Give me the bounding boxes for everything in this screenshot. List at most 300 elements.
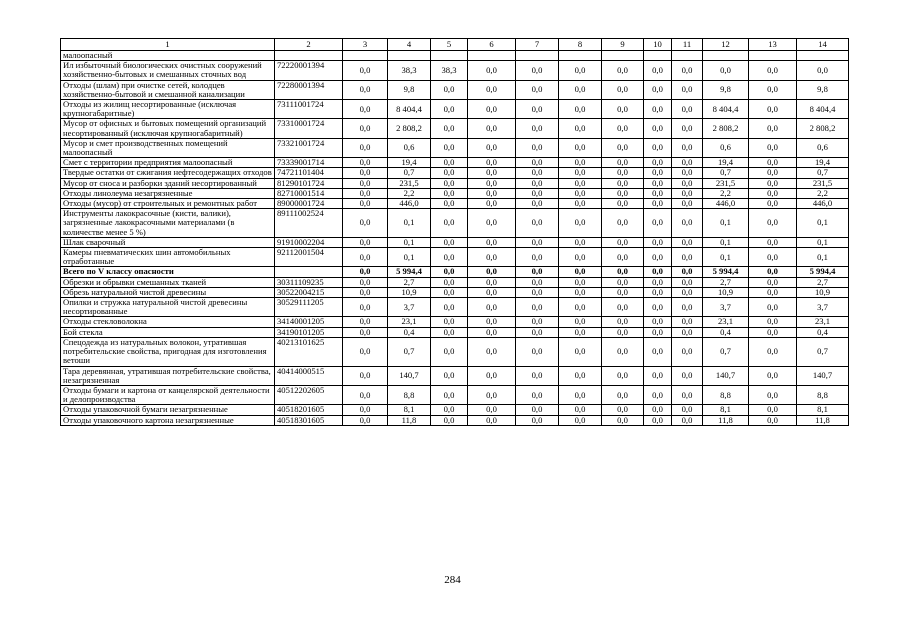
- value-cell: 0,0: [749, 237, 797, 247]
- value-cell: 2 808,2: [388, 119, 431, 138]
- value-cell: 231,5: [797, 178, 849, 188]
- value-cell: 0,0: [644, 317, 672, 327]
- value-cell: 0,0: [559, 188, 602, 198]
- value-cell: 0,0: [644, 158, 672, 168]
- value-cell: 0,0: [343, 61, 388, 80]
- value-cell: 0,1: [388, 209, 431, 238]
- waste-name-cell: Опилки и стружка натуральной чистой древесины несортированные: [61, 298, 275, 317]
- value-cell: 231,5: [388, 178, 431, 188]
- value-cell: 11,8: [388, 415, 431, 425]
- value-cell: 0,0: [343, 267, 388, 277]
- value-cell: 0,0: [559, 119, 602, 138]
- value-cell: 0,0: [797, 61, 849, 80]
- value-cell: 0,0: [749, 287, 797, 297]
- value-cell: 8,8: [703, 385, 749, 404]
- value-cell: 0,0: [559, 199, 602, 209]
- value-cell: 0,0: [749, 248, 797, 267]
- value-cell: 0,0: [516, 188, 559, 198]
- value-cell: 0,0: [431, 80, 468, 99]
- value-cell: 0,0: [516, 366, 559, 385]
- value-cell: 0,0: [559, 267, 602, 277]
- value-cell: 0,0: [343, 405, 388, 415]
- value-cell: 0,0: [672, 100, 703, 119]
- value-cell: 0,0: [343, 199, 388, 209]
- value-cell: 0,0: [602, 237, 644, 247]
- value-cell: 0,0: [672, 199, 703, 209]
- column-header: 9: [602, 39, 644, 51]
- value-cell: 0,0: [559, 337, 602, 366]
- value-cell: 38,3: [388, 61, 431, 80]
- value-cell: 0,0: [431, 267, 468, 277]
- value-cell: 8,1: [388, 405, 431, 415]
- value-cell: 0,7: [797, 168, 849, 178]
- value-cell: 446,0: [797, 199, 849, 209]
- value-cell: 0,0: [644, 80, 672, 99]
- value-cell: 19,4: [388, 158, 431, 168]
- value-cell: 2 808,2: [797, 119, 849, 138]
- value-cell: 0,0: [602, 248, 644, 267]
- fkko-code-cell: [275, 51, 343, 61]
- value-cell: 0,0: [602, 61, 644, 80]
- value-cell: 0,0: [343, 337, 388, 366]
- value-cell: 0,0: [431, 168, 468, 178]
- value-cell: [388, 51, 431, 61]
- table-row: [61, 51, 849, 61]
- table-row: [61, 199, 849, 209]
- value-cell: 0,0: [468, 188, 516, 198]
- waste-name-cell: Шлак сварочный: [61, 237, 275, 247]
- value-cell: 0,0: [602, 317, 644, 327]
- value-cell: 0,0: [559, 405, 602, 415]
- value-cell: 0,0: [516, 277, 559, 287]
- fkko-code-cell: 30522004215: [275, 287, 343, 297]
- value-cell: 0,0: [343, 80, 388, 99]
- value-cell: 0,0: [559, 277, 602, 287]
- value-cell: 0,0: [516, 237, 559, 247]
- value-cell: 0,0: [516, 209, 559, 238]
- value-cell: 3,7: [388, 298, 431, 317]
- value-cell: 0,0: [431, 298, 468, 317]
- value-cell: 0,0: [644, 209, 672, 238]
- waste-name-cell: малоопасный: [61, 51, 275, 61]
- value-cell: 0,0: [468, 337, 516, 366]
- value-cell: 0,0: [468, 178, 516, 188]
- value-cell: 11,8: [703, 415, 749, 425]
- fkko-code-cell: 89111002524: [275, 209, 343, 238]
- value-cell: 0,0: [749, 138, 797, 157]
- value-cell: 0,0: [431, 287, 468, 297]
- value-cell: [343, 51, 388, 61]
- value-cell: 0,0: [468, 277, 516, 287]
- value-cell: 0,0: [343, 415, 388, 425]
- value-cell: [703, 51, 749, 61]
- value-cell: 0,1: [703, 209, 749, 238]
- value-cell: 0,0: [343, 119, 388, 138]
- value-cell: [559, 51, 602, 61]
- table-row: [61, 366, 849, 385]
- value-cell: 0,0: [468, 327, 516, 337]
- value-cell: 0,0: [516, 298, 559, 317]
- value-cell: 11,8: [797, 415, 849, 425]
- value-cell: 0,0: [431, 385, 468, 404]
- value-cell: 0,0: [516, 138, 559, 157]
- value-cell: 0,0: [672, 337, 703, 366]
- column-header: 13: [749, 39, 797, 51]
- value-cell: 0,0: [644, 277, 672, 287]
- value-cell: 0,0: [468, 267, 516, 277]
- value-cell: 0,6: [797, 138, 849, 157]
- value-cell: 0,0: [644, 298, 672, 317]
- column-header: 2: [275, 39, 343, 51]
- value-cell: 0,0: [431, 337, 468, 366]
- waste-name-cell: Спецодежда из натуральных волокон, утратившая потребительские свойства, пригодная для изготовления ветоши: [61, 337, 275, 366]
- table-row: [61, 298, 849, 317]
- value-cell: 0,0: [431, 188, 468, 198]
- column-header: 3: [343, 39, 388, 51]
- value-cell: 19,4: [797, 158, 849, 168]
- value-cell: 0,0: [559, 168, 602, 178]
- value-cell: 0,0: [559, 385, 602, 404]
- fkko-code-cell: 30529111205: [275, 298, 343, 317]
- page-number: 284: [444, 574, 461, 586]
- value-cell: 0,0: [749, 209, 797, 238]
- value-cell: 0,0: [343, 327, 388, 337]
- value-cell: 8,1: [797, 405, 849, 415]
- value-cell: [602, 51, 644, 61]
- value-cell: 10,9: [388, 287, 431, 297]
- fkko-code-cell: 73111001724: [275, 100, 343, 119]
- value-cell: 10,9: [703, 287, 749, 297]
- value-cell: 231,5: [703, 178, 749, 188]
- value-cell: 8 404,4: [388, 100, 431, 119]
- value-cell: 0,0: [468, 317, 516, 327]
- table-row: [61, 415, 849, 425]
- table-row: [61, 327, 849, 337]
- table-row: [61, 287, 849, 297]
- value-cell: 0,0: [602, 138, 644, 157]
- value-cell: 0,0: [749, 298, 797, 317]
- fkko-code-cell: [275, 267, 343, 277]
- value-cell: 0,0: [516, 385, 559, 404]
- value-cell: 0,0: [559, 415, 602, 425]
- value-cell: 0,1: [797, 209, 849, 238]
- fkko-code-cell: 40512202605: [275, 385, 343, 404]
- value-cell: 0,0: [516, 158, 559, 168]
- value-cell: 0,7: [703, 168, 749, 178]
- column-header: 10: [644, 39, 672, 51]
- value-cell: 0,0: [431, 366, 468, 385]
- value-cell: 0,4: [703, 327, 749, 337]
- fkko-code-cell: 40414000515: [275, 366, 343, 385]
- value-cell: 5 994,4: [797, 267, 849, 277]
- value-cell: 0,7: [388, 337, 431, 366]
- table-row: [61, 385, 849, 404]
- value-cell: 0,0: [559, 61, 602, 80]
- value-cell: 0,0: [343, 366, 388, 385]
- waste-name-cell: Отходы стекловолокна: [61, 317, 275, 327]
- value-cell: 0,0: [602, 168, 644, 178]
- value-cell: [672, 51, 703, 61]
- value-cell: 0,0: [672, 237, 703, 247]
- value-cell: 0,0: [644, 267, 672, 277]
- value-cell: 446,0: [703, 199, 749, 209]
- value-cell: 0,0: [468, 415, 516, 425]
- value-cell: 0,0: [516, 178, 559, 188]
- value-cell: 0,0: [644, 61, 672, 80]
- value-cell: 0,0: [644, 100, 672, 119]
- value-cell: 0,0: [343, 237, 388, 247]
- value-cell: 0,7: [703, 337, 749, 366]
- value-cell: 0,0: [343, 188, 388, 198]
- value-cell: 0,0: [559, 327, 602, 337]
- fkko-code-cell: 40213101625: [275, 337, 343, 366]
- column-header: 4: [388, 39, 431, 51]
- value-cell: 23,1: [703, 317, 749, 327]
- value-cell: 0,0: [516, 287, 559, 297]
- value-cell: 0,0: [602, 366, 644, 385]
- value-cell: 0,0: [602, 337, 644, 366]
- table-row: [61, 248, 849, 267]
- value-cell: 0,0: [559, 158, 602, 168]
- value-cell: 0,0: [343, 277, 388, 287]
- value-cell: 8,8: [388, 385, 431, 404]
- value-cell: 0,0: [468, 366, 516, 385]
- table-row: [61, 100, 849, 119]
- value-cell: 0,0: [644, 405, 672, 415]
- value-cell: 0,0: [749, 80, 797, 99]
- value-cell: 8 404,4: [703, 100, 749, 119]
- value-cell: 5 994,4: [703, 267, 749, 277]
- value-cell: 0,0: [431, 405, 468, 415]
- value-cell: 0,0: [516, 405, 559, 415]
- value-cell: 0,0: [431, 158, 468, 168]
- value-cell: 0,1: [388, 248, 431, 267]
- value-cell: [749, 51, 797, 61]
- value-cell: 0,0: [644, 385, 672, 404]
- table-row: [61, 188, 849, 198]
- value-cell: 0,0: [749, 327, 797, 337]
- value-cell: 0,0: [431, 327, 468, 337]
- waste-name-cell: Отходы упаковочной бумаги незагрязненные: [61, 405, 275, 415]
- value-cell: 0,0: [431, 415, 468, 425]
- value-cell: 0,0: [559, 100, 602, 119]
- table-row: [61, 337, 849, 366]
- value-cell: 0,0: [749, 178, 797, 188]
- value-cell: 0,0: [468, 158, 516, 168]
- value-cell: 0,0: [468, 385, 516, 404]
- value-cell: 0,0: [559, 80, 602, 99]
- fkko-code-cell: 73310001724: [275, 119, 343, 138]
- value-cell: 0,0: [468, 298, 516, 317]
- fkko-code-cell: 89000001724: [275, 199, 343, 209]
- value-cell: 0,0: [559, 317, 602, 327]
- value-cell: [468, 51, 516, 61]
- value-cell: 0,0: [672, 298, 703, 317]
- value-cell: 38,3: [431, 61, 468, 80]
- value-cell: 0,0: [672, 277, 703, 287]
- value-cell: 0,0: [431, 100, 468, 119]
- value-cell: 0,0: [468, 248, 516, 267]
- value-cell: 2,7: [797, 277, 849, 287]
- value-cell: 0,0: [644, 138, 672, 157]
- value-cell: 9,8: [388, 80, 431, 99]
- value-cell: 0,0: [749, 100, 797, 119]
- value-cell: 0,0: [343, 178, 388, 188]
- waste-name-cell: Отходы (мусор) от строительных и ремонтных работ: [61, 199, 275, 209]
- value-cell: 23,1: [388, 317, 431, 327]
- value-cell: 0,0: [431, 237, 468, 247]
- value-cell: 0,0: [468, 287, 516, 297]
- value-cell: 0,0: [749, 199, 797, 209]
- fkko-code-cell: 73321001724: [275, 138, 343, 157]
- value-cell: 0,0: [672, 248, 703, 267]
- fkko-code-cell: 34190101205: [275, 327, 343, 337]
- value-cell: 0,0: [749, 415, 797, 425]
- waste-name-cell: Ил избыточный биологических очистных сооружений хозяйственно-бытовых и смешанных сточных вод: [61, 61, 275, 80]
- value-cell: 0,7: [797, 337, 849, 366]
- table-row: [61, 277, 849, 287]
- value-cell: 0,0: [602, 80, 644, 99]
- value-cell: 0,0: [672, 209, 703, 238]
- value-cell: 0,0: [343, 138, 388, 157]
- value-cell: 0,0: [559, 366, 602, 385]
- value-cell: 8,8: [797, 385, 849, 404]
- value-cell: 0,0: [431, 317, 468, 327]
- waste-name-cell: Тара деревянная, утратившая потребительские свойства, незагрязненная: [61, 366, 275, 385]
- value-cell: 2,2: [797, 188, 849, 198]
- value-cell: 0,0: [644, 178, 672, 188]
- table-row: [61, 119, 849, 138]
- value-cell: 0,0: [749, 405, 797, 415]
- value-cell: 0,0: [516, 327, 559, 337]
- value-cell: 0,0: [468, 80, 516, 99]
- value-cell: 3,7: [703, 298, 749, 317]
- value-cell: 0,1: [388, 237, 431, 247]
- value-cell: 0,0: [672, 415, 703, 425]
- value-cell: 2,2: [388, 188, 431, 198]
- value-cell: 0,0: [343, 209, 388, 238]
- value-cell: 0,0: [559, 237, 602, 247]
- value-cell: 0,0: [559, 248, 602, 267]
- value-cell: 0,0: [672, 405, 703, 415]
- waste-table: [60, 38, 849, 426]
- value-cell: 8 404,4: [797, 100, 849, 119]
- value-cell: [797, 51, 849, 61]
- value-cell: 140,7: [388, 366, 431, 385]
- value-cell: 0,0: [343, 168, 388, 178]
- fkko-code-cell: 40518301605: [275, 415, 343, 425]
- fkko-code-cell: 91910002204: [275, 237, 343, 247]
- value-cell: 446,0: [388, 199, 431, 209]
- table-row: [61, 317, 849, 327]
- value-cell: 0,0: [468, 168, 516, 178]
- waste-name-cell: Отходы бумаги и картона от канцелярской деятельности и делопроизводства: [61, 385, 275, 404]
- column-header: 1: [61, 39, 275, 51]
- value-cell: [644, 51, 672, 61]
- value-cell: 0,0: [602, 267, 644, 277]
- column-header: 14: [797, 39, 849, 51]
- value-cell: 0,0: [468, 119, 516, 138]
- value-cell: 0,0: [644, 119, 672, 138]
- value-cell: 0,0: [468, 199, 516, 209]
- value-cell: 0,0: [672, 138, 703, 157]
- value-cell: 0,0: [343, 298, 388, 317]
- waste-name-cell: Отходы из жилищ несортированные (исключая крупногабаритные): [61, 100, 275, 119]
- fkko-code-cell: 92112001504: [275, 248, 343, 267]
- value-cell: 0,0: [516, 80, 559, 99]
- value-cell: 0,0: [431, 119, 468, 138]
- value-cell: 0,0: [468, 61, 516, 80]
- waste-name-cell: Инструменты лакокрасочные (кисти, валики), загрязненные лакокрасочными материалами (в количестве менее 5 %): [61, 209, 275, 238]
- value-cell: 0,1: [797, 237, 849, 247]
- value-cell: 0,1: [703, 237, 749, 247]
- value-cell: 0,0: [672, 385, 703, 404]
- value-cell: 0,0: [749, 337, 797, 366]
- value-cell: 0,0: [516, 337, 559, 366]
- value-cell: 0,0: [672, 188, 703, 198]
- value-cell: 0,0: [516, 61, 559, 80]
- value-cell: 0,0: [602, 178, 644, 188]
- value-cell: 0,0: [602, 287, 644, 297]
- value-cell: 0,0: [672, 158, 703, 168]
- value-cell: 0,0: [749, 119, 797, 138]
- value-cell: 0,0: [516, 100, 559, 119]
- value-cell: 0,0: [602, 298, 644, 317]
- column-header: 6: [468, 39, 516, 51]
- value-cell: 0,0: [749, 168, 797, 178]
- value-cell: 0,0: [749, 277, 797, 287]
- value-cell: 0,0: [602, 199, 644, 209]
- table-row: [61, 168, 849, 178]
- value-cell: 0,0: [672, 287, 703, 297]
- value-cell: 2,2: [703, 188, 749, 198]
- value-cell: 0,1: [703, 248, 749, 267]
- value-cell: 0,0: [672, 178, 703, 188]
- value-cell: 0,0: [749, 188, 797, 198]
- value-cell: 0,0: [644, 415, 672, 425]
- fkko-code-cell: 34140001205: [275, 317, 343, 327]
- value-cell: 0,0: [672, 61, 703, 80]
- value-cell: 0,0: [516, 248, 559, 267]
- value-cell: 0,0: [602, 277, 644, 287]
- value-cell: 0,0: [343, 100, 388, 119]
- value-cell: 0,0: [672, 119, 703, 138]
- value-cell: 0,0: [343, 287, 388, 297]
- value-cell: 9,8: [703, 80, 749, 99]
- value-cell: 0,0: [468, 237, 516, 247]
- value-cell: 0,0: [644, 199, 672, 209]
- table-header-row: [61, 39, 849, 51]
- fkko-code-cell: 81290101724: [275, 178, 343, 188]
- value-cell: 0,0: [468, 405, 516, 415]
- fkko-code-cell: 30311109235: [275, 277, 343, 287]
- waste-name-cell: Всего по V классу опасности: [61, 267, 275, 277]
- value-cell: 0,0: [431, 178, 468, 188]
- fkko-code-cell: 82710001514: [275, 188, 343, 198]
- column-header: 5: [431, 39, 468, 51]
- value-cell: 2,7: [703, 277, 749, 287]
- fkko-code-cell: 73339001714: [275, 158, 343, 168]
- value-cell: 0,0: [343, 317, 388, 327]
- value-cell: 0,0: [749, 317, 797, 327]
- table-row: [61, 178, 849, 188]
- value-cell: 0,0: [431, 138, 468, 157]
- value-cell: 0,0: [431, 209, 468, 238]
- value-cell: 0,0: [559, 298, 602, 317]
- value-cell: 0,0: [516, 199, 559, 209]
- value-cell: 0,0: [644, 168, 672, 178]
- value-cell: 0,0: [644, 287, 672, 297]
